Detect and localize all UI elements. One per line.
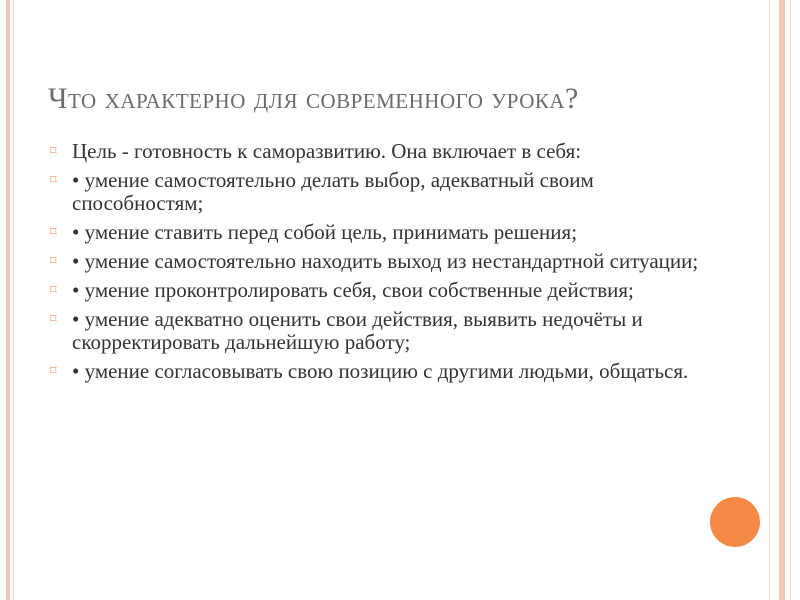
bullet-marker-icon: ⌑ [50,143,57,158]
bullet-list [48,140,708,389]
bullet-marker-icon: ⌑ [50,253,57,268]
slide-title: Что характерно для современного урока? [48,82,579,115]
bullet-text: • умение самостоятельно делать выбор, адекватный своим способностям; [72,168,594,215]
bullet-item-choice [48,169,708,215]
left-border-thick [6,0,10,600]
bullet-item-communication [48,360,708,383]
bullet-text: Цель - готовность к саморазвитию. Она включает в себя: [72,139,582,163]
bullet-item-goals [48,221,708,244]
bullet-text: • умение ставить перед собой цель, принимать решения; [72,220,578,244]
bullet-marker-icon: ⌑ [50,224,57,239]
right-border-thick [779,0,785,600]
bullet-item-solution [48,250,708,273]
bullet-text: • умение согласовывать свою позицию с другими людьми, общаться. [72,359,689,383]
bullet-item-control [48,279,708,302]
bullet-marker-icon: ⌑ [50,363,57,378]
bullet-text: • умение адекватно оценить свои действия, выявить недочёты и скорректировать дальнейшую работу; [72,307,643,354]
bullet-item-goal [48,140,708,163]
right-border-thin-inner [769,0,770,600]
bullet-text: • умение самостоятельно находить выход из нестандартной ситуации; [72,249,699,273]
bullet-marker-icon: ⌑ [50,172,57,187]
left-border-thin [13,0,14,600]
bullet-marker-icon: ⌑ [50,311,57,326]
bullet-text: • умение проконтролировать себя, свои собственные действия; [72,278,634,302]
decorative-circle [710,497,760,547]
right-border-thin-outer [790,0,791,600]
bullet-item-evaluation [48,308,708,354]
bullet-marker-icon: ⌑ [50,282,57,297]
